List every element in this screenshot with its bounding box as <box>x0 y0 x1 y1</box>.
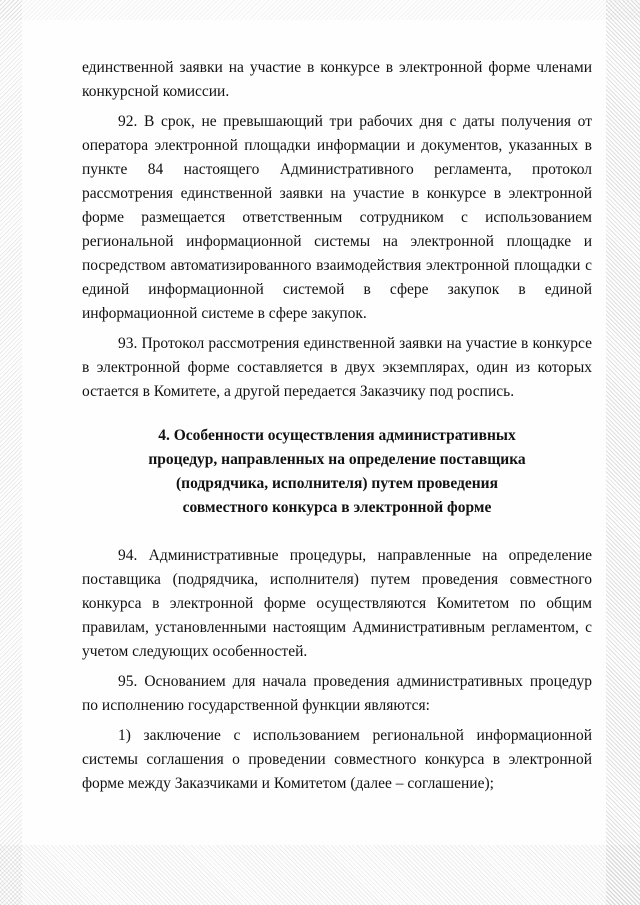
section-heading-line-2: процедур, направленных на определение поставщика <box>148 451 526 468</box>
paragraph-95: 95. Основанием для начала проведения административных процедур по исполнению государственной функции являются: <box>82 673 592 714</box>
paragraph-continuation: единственной заявки на участие в конкурсе в электронной форме членами конкурсной комиссии. <box>82 59 592 100</box>
scan-noise-left <box>0 0 22 905</box>
paragraph-93: 93. Протокол рассмотрения единственной заявки на участие в конкурсе в электронной форме составляется в двух экземплярах, один из которых остается в Комитете, а другой передается Заказчику под роспись. <box>82 335 592 400</box>
section-heading <box>82 424 592 520</box>
section-heading-line-1: 4. Особенности осуществления административных <box>158 427 516 444</box>
section-heading-line-4: совместного конкурса в электронной форме <box>182 499 492 516</box>
scan-noise-top <box>0 0 640 20</box>
list-item-1: 1) заключение с использованием региональной информационной системы соглашения о проведении совместного конкурса в электронной форме между Заказчиками и Комитетом (далее – соглашение); <box>82 727 592 792</box>
section-heading-line-3: (подрядчика, исполнителя) путем проведения <box>176 475 498 492</box>
paragraph-94: 94. Административные процедуры, направленные на определение поставщика (подрядчика, исполнителя) путем проведения совместного конкурса в электронной форме осуществляются Комитетом по общим правилам, установленными настоящим Административным регламентом, с учетом следующих особенностей. <box>82 547 592 660</box>
scan-noise-bottom <box>0 845 640 905</box>
paragraph-92: 92. В срок, не превышающий три рабочих дня с даты получения от оператора электронной площадки информации и документов, указанных в пункте 84 настоящего Административного регламента, протокол рассмотрения единственной заявки на участие в конкурсе в электронной форме размещается ответственным сотрудником с использованием региональной информационной системы на электронной площадке и посредством автоматизированного взаимодействия электронной площадки с единой информационной системой в сфере закупок в единой информационной системе в сфере закупок. <box>82 113 592 322</box>
scan-noise-right <box>606 0 640 905</box>
document-body <box>82 56 592 796</box>
